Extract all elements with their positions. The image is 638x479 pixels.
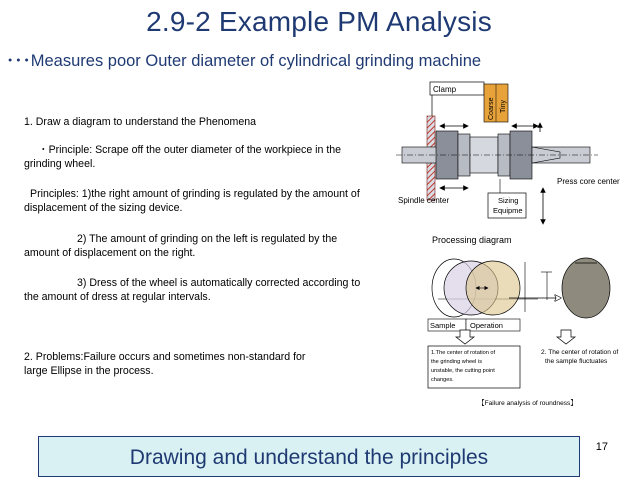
sizing-label-line-2: Equipme (493, 206, 523, 215)
wheel-circle-right (466, 261, 520, 315)
note-1-line-3: unstable, the cutting point (431, 368, 495, 374)
sizing-label-line-1: Sizing (498, 196, 519, 205)
spindle-center-label: Spindle center (398, 196, 450, 205)
item-2-line-2: large Ellipse in the process. (24, 365, 154, 377)
note-1-line-4: changes. (431, 377, 454, 383)
tiny-label: Tiny (500, 100, 507, 113)
note-2-line-2: the sample fluctuates (545, 358, 608, 365)
clamp-label: Clamp (433, 85, 457, 94)
operation-label: Operation (470, 321, 503, 330)
principles-3-line-2: the amount of dress at regular intervals. (24, 291, 211, 303)
principle-banner-text: Drawing and understand the principles (129, 446, 489, 469)
principle-line-1: ・Principle: Scrape off the outer diameter of the workpiece in the (38, 144, 342, 156)
sample-label: Sample (430, 321, 456, 330)
principles-1-line-2: displacement of the sizing device. (24, 202, 183, 214)
press-core-center-label: Press core center (557, 177, 620, 186)
sample-circle (562, 258, 610, 318)
note-2-line-1: 2. The center of rotation of (541, 349, 619, 356)
slide-subtitle: ･･･Measures poor Outer diameter of cylindrical grinding machine (6, 52, 482, 70)
note-1-line-2: the grinding wheel is (431, 359, 482, 365)
principle-line-2: grinding wheel. (24, 158, 96, 170)
item-2-line-1: 2. Problems:Failure occurs and sometimes non-standard for (24, 351, 306, 363)
failure-analysis-caption: 【Failure analysis of roundness】 (478, 400, 577, 407)
slide-title: 2.9-2 Example PM Analysis (146, 6, 492, 37)
coarse-label: Coarse (488, 97, 495, 120)
principles-2-line-1: 2) The amount of grinding on the left is regulated by the (77, 233, 338, 245)
item-1-heading: 1. Draw a diagram to understand the Phenomena (24, 116, 257, 128)
page-number: 17 (595, 441, 608, 453)
note-1-line-1: 1.The center of rotation of (431, 350, 496, 356)
principles-1-line-1: Principles: 1)the right amount of grinding is regulated by the amount of (30, 188, 360, 200)
principles-2-line-2: amount of displacement on the right. (24, 247, 196, 259)
processing-diagram-label: Processing diagram (432, 235, 512, 245)
principles-3-line-1: 3) Dress of the wheel is automatically corrected according to (77, 277, 361, 289)
principle-banner (38, 436, 580, 477)
